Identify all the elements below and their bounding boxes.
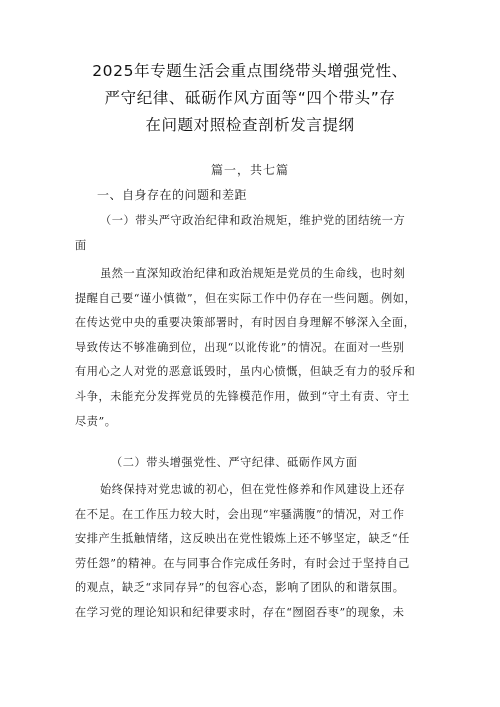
title-line-2: 严守纪律、砥砺作风方面等“四个带头”存 (104, 89, 396, 107)
title-line-3: 在问题对照检查剖析发言提纲 (145, 116, 355, 134)
paragraph-2-line-6: 在学习党的理论知识和纪律要求时，存在“囫囵吞枣”的现象，未 (75, 605, 405, 619)
subsection-2-heading (75, 451, 435, 476)
paragraph-1-line-1: 虽然一直深知政治纪律和政治规矩是党员的生命线，也时刻 (100, 267, 406, 280)
paragraph-2-line-4: 劳任怨”的精神。在与同事合作完成任务时，有时会过于坚持自己 (75, 556, 410, 570)
section-heading: 一、自身存在的问题和差距 (97, 188, 248, 202)
subsection-2-line-1: （二）带头增强党性、严守纪律、砥砺作风方面 (111, 456, 358, 469)
paragraph-1-line-6: 斗争，未能充分发挥党员的先锋模范作用，做到“守土有责、守土 (75, 389, 410, 403)
paragraph-1 (75, 262, 435, 434)
paragraph-1-line-3: 在传达党中央的重要决策部署时，有时因自身理解不够深入全面， (75, 316, 416, 330)
paragraph-2-line-1: 始终保持对党忠诚的初心，但在党性修养和作风建设上还存 (100, 483, 406, 496)
paragraph-2-line-3: 安排产生抵触情绪，这反映出在党性锻炼上还不够坚定，缺乏“任 (75, 532, 410, 546)
paragraph-1-line-2: 提醒自己要“谨小慎微”，但在实际工作中仍存在一些问题。例如， (75, 291, 417, 305)
paragraph-1-line-5: 有用心之人对党的恶意诋毁时，虽内心愤慨，但缺乏有力的驳斥和 (75, 365, 416, 379)
paragraph-1-line-4: 导致传达不够准确到位，出现“以讹传讹”的情况。在面对一些别 (75, 340, 405, 354)
paragraph-2-line-2: 在不足。在工作压力较大时，会出现“牢骚满腹”的情况，对工作 (75, 507, 405, 521)
document-title (60, 58, 440, 139)
subsection-1-heading (75, 209, 435, 258)
part-heading: 篇一，共七篇 (210, 163, 289, 177)
subsection-1-line-1: （一）带头严守政治纪律和政治规矩，维护党的团结统一方 (100, 214, 406, 227)
title-line-1: 2025年专题生活会重点围绕带头增强党性、 (92, 62, 408, 80)
paragraph-1-line-7: 尽责”。 (75, 414, 117, 428)
paragraph-2-line-5: 的观点，缺乏“求同存异”的包容心态，影响了团队的和谐氛围。 (75, 581, 405, 595)
subsection-1-line-2: 面 (75, 238, 87, 252)
paragraph-2 (75, 478, 435, 626)
